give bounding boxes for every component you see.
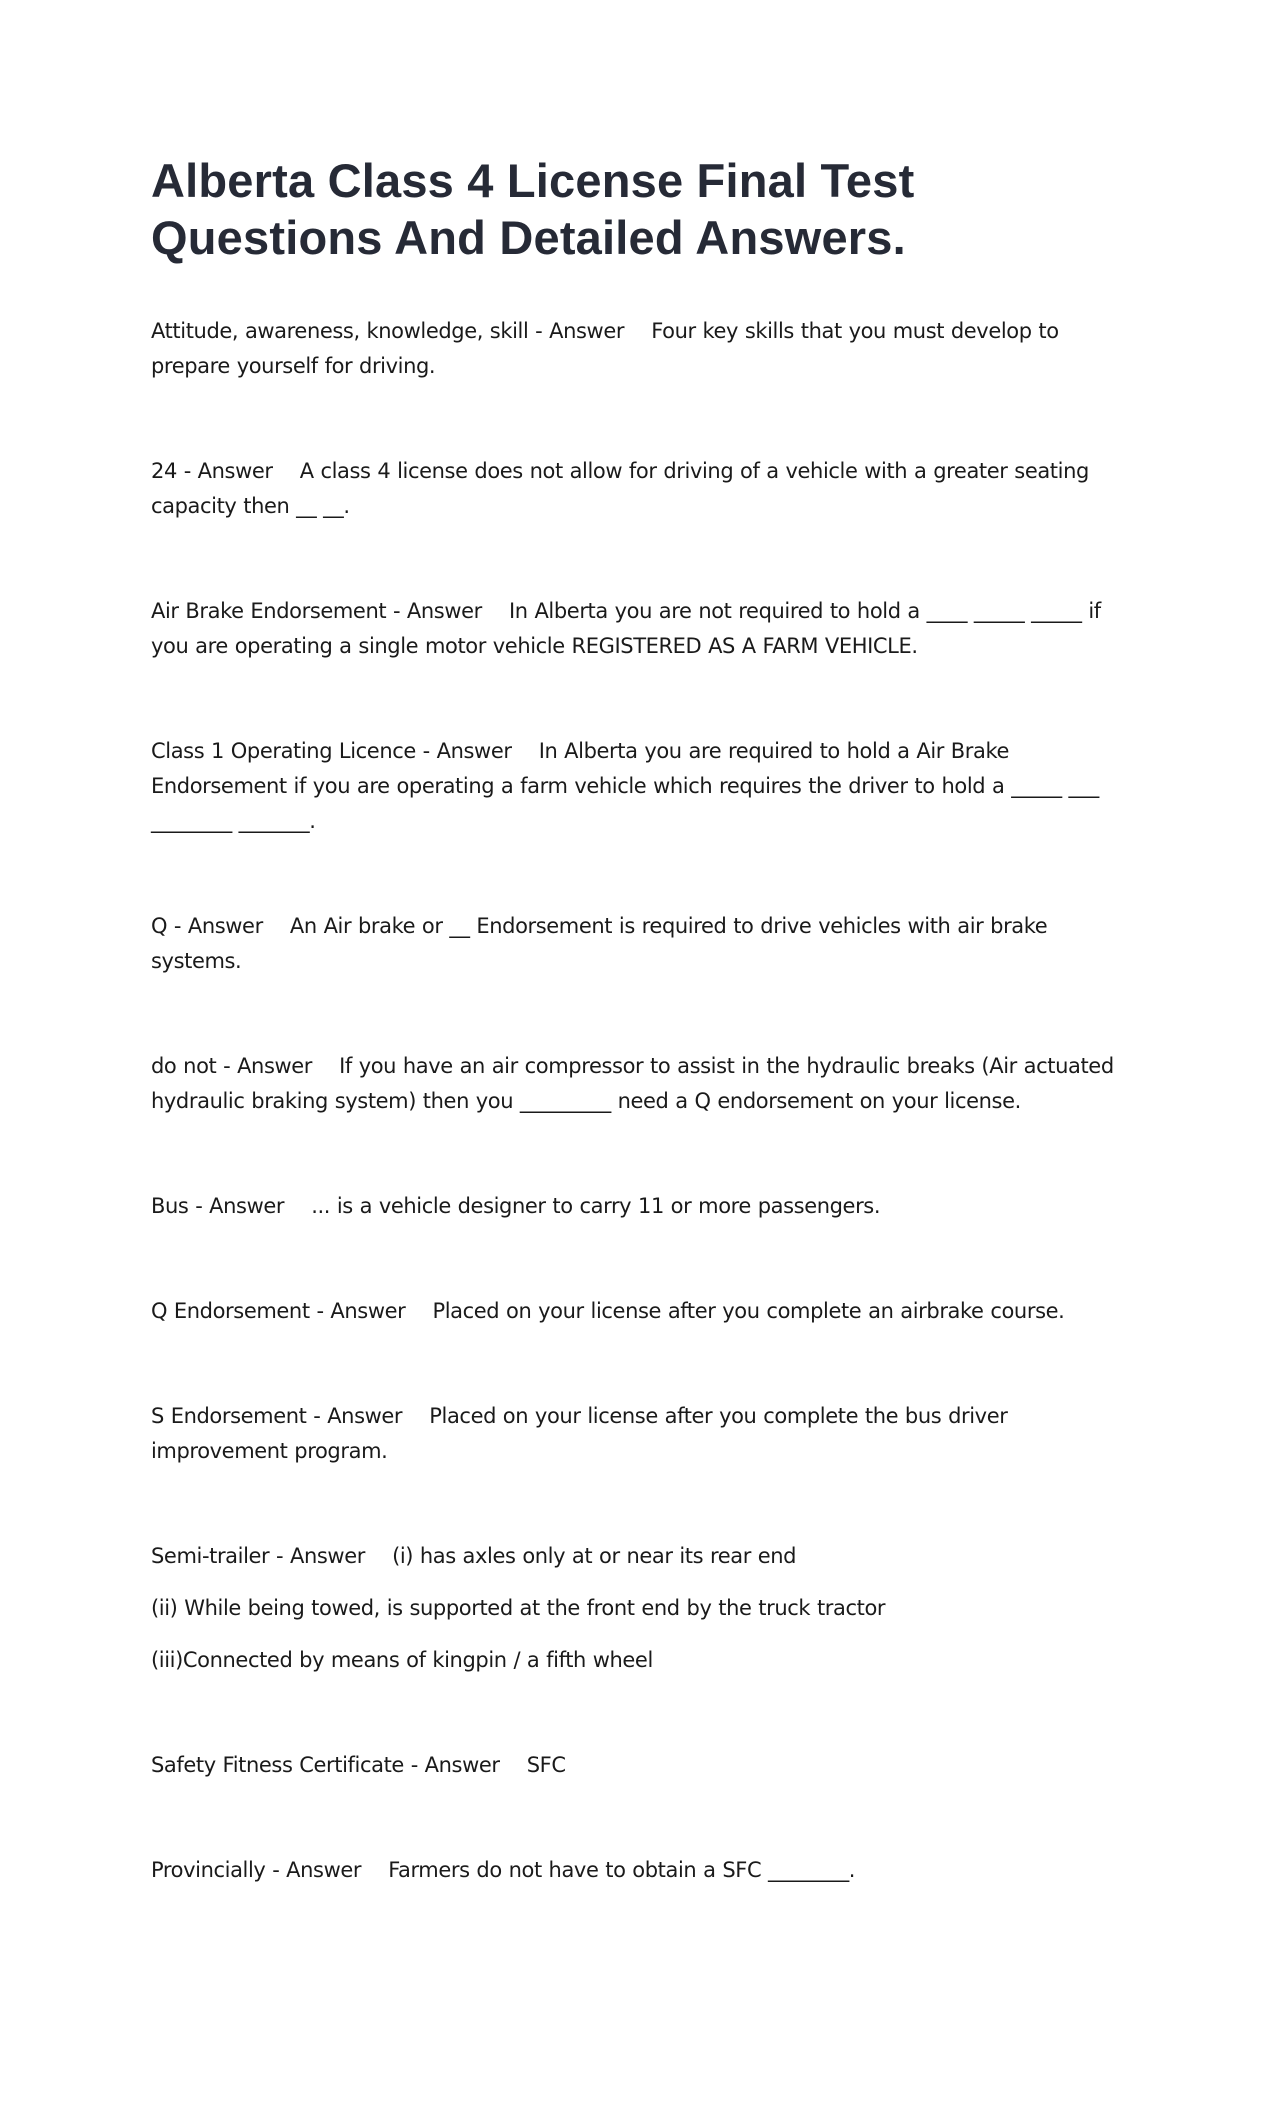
qa-item <box>151 1853 1141 1888</box>
qa-line <box>151 454 1141 524</box>
qa-extra-line: (iii)Connected by means of kingpin / a fifth wheel <box>151 1648 653 1672</box>
qa-line <box>151 314 1141 384</box>
qa-answer: 24 - Answer <box>151 459 273 483</box>
qa-answer: Attitude, awareness, knowledge, skill - Answer <box>151 319 625 343</box>
qa-answer: Safety Fitness Certificate - Answer <box>151 1753 500 1777</box>
qa-question: Placed on your license after you complete the bus driver improvement program. <box>151 1404 1008 1463</box>
qa-line <box>151 1049 1141 1119</box>
qa-item <box>151 909 1141 979</box>
qa-line <box>151 1294 1141 1329</box>
qa-question: Four key skills that you must develop to prepare yourself for driving. <box>151 319 1059 378</box>
qa-answer: Air Brake Endorsement - Answer <box>151 599 482 623</box>
qa-answer: Q - Answer <box>151 914 263 938</box>
qa-item <box>151 594 1141 664</box>
qa-question: In Alberta you are required to hold a Air Brake Endorsement if you are operating a farm vehicle which requires the driver to hold a _____ ___ ________ _______. <box>151 739 1099 833</box>
qa-item <box>151 734 1141 839</box>
qa-answer: Semi-trailer - Answer <box>151 1544 365 1568</box>
qa-item <box>151 314 1141 384</box>
qa-item <box>151 1748 1141 1783</box>
qa-line <box>151 1748 1141 1783</box>
qa-answer: do not - Answer <box>151 1054 313 1078</box>
qa-question: (i) has axles only at or near its rear end <box>392 1544 797 1568</box>
qa-line <box>151 1853 1141 1888</box>
qa-line <box>151 734 1141 839</box>
qa-question: If you have an air compressor to assist in the hydraulic breaks (Air actuated hydraulic braking system) then you _________ need a Q endorsement on your license. <box>151 1054 1114 1113</box>
qa-question: ... is a vehicle designer to carry 11 or more passengers. <box>311 1194 881 1218</box>
qa-list <box>151 314 1141 1888</box>
qa-question: A class 4 license does not allow for driving of a vehicle with a greater seating capacity then __ __. <box>151 459 1089 518</box>
qa-item <box>151 1049 1141 1119</box>
document-page <box>151 152 1141 1958</box>
qa-answer: Provincially - Answer <box>151 1858 362 1882</box>
qa-answer: Class 1 Operating Licence - Answer <box>151 739 512 763</box>
qa-line <box>151 1399 1141 1469</box>
qa-answer: Bus - Answer <box>151 1194 285 1218</box>
qa-item <box>151 1399 1141 1469</box>
qa-line <box>151 1539 1141 1574</box>
qa-answer: Q Endorsement - Answer <box>151 1299 406 1323</box>
qa-extra-line: (ii) While being towed, is supported at the front end by the truck tractor <box>151 1596 886 1620</box>
qa-line <box>151 1189 1141 1224</box>
qa-question: In Alberta you are not required to hold a ____ _____ _____ if you are operating a single motor vehicle REGISTERED AS A FARM VEHICLE. <box>151 599 1101 658</box>
qa-line <box>151 594 1141 664</box>
qa-question: Farmers do not have to obtain a SFC ________. <box>388 1858 856 1882</box>
qa-answer: S Endorsement - Answer <box>151 1404 403 1428</box>
qa-item <box>151 1189 1141 1224</box>
qa-question: Placed on your license after you complete an airbrake course. <box>432 1299 1065 1323</box>
qa-item <box>151 1539 1141 1678</box>
qa-question: SFC <box>526 1753 566 1777</box>
document-title: Alberta Class 4 License Final Test Questions And Detailed Answers. <box>151 154 915 264</box>
qa-item <box>151 1294 1141 1329</box>
qa-item <box>151 454 1141 524</box>
qa-question: An Air brake or __ Endorsement is required to drive vehicles with air brake systems. <box>151 914 1048 973</box>
qa-line <box>151 909 1141 979</box>
